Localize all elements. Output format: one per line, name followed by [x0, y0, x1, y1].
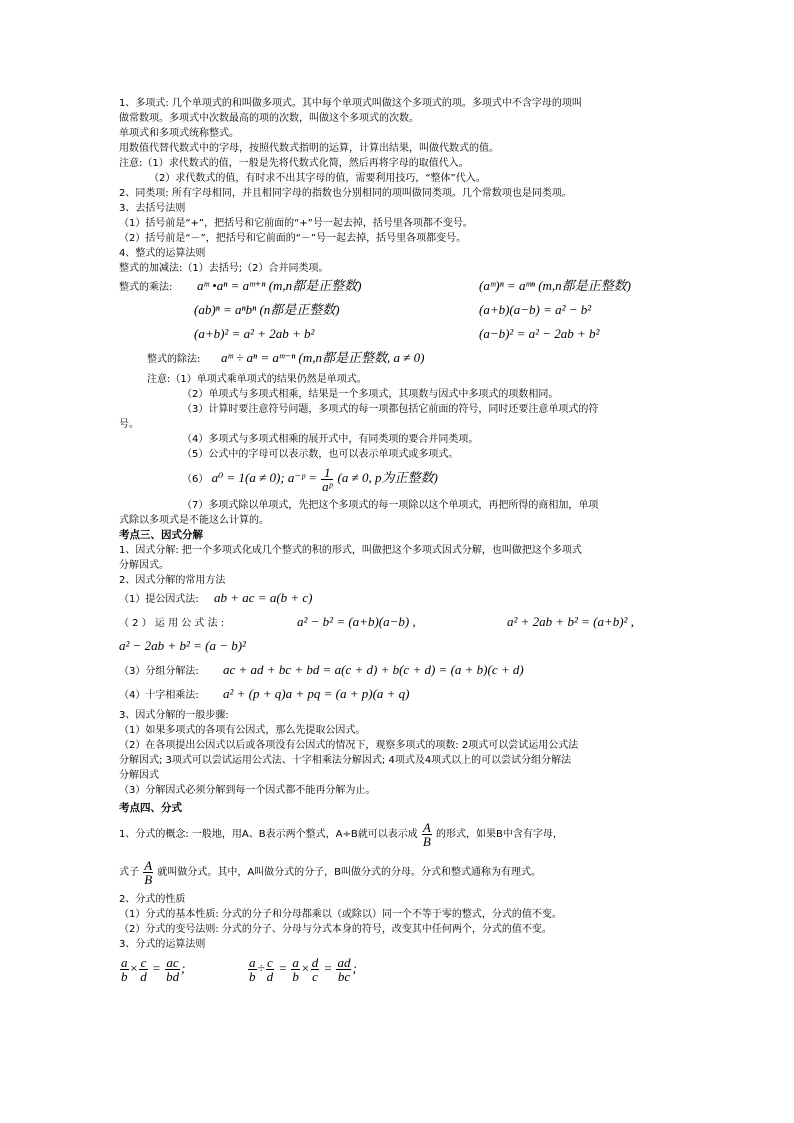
- note-line: 式除以多项式是不能这么计算的。: [119, 515, 269, 526]
- text-line: 4、整式的运算法则: [119, 248, 206, 259]
- formula: a² − 2ab + b² = (a − b)²: [119, 638, 246, 653]
- text-line: （2）括号前是“－”，把括号和它前面的“－”号一起去掉，括号里各项都变号。: [119, 233, 467, 244]
- note-line: （3）计算时要注意符号问题，多项式的每一项都包括它前面的符号，同时还要注意单项式的符: [182, 404, 599, 415]
- text-line: 1、因式分解: 把一个多项式化成几个整式的积的形式，叫做把这个多项式因式分解，也叫做把这个多项式: [119, 545, 582, 556]
- text-line: （1）如果多项式的各项有公因式，那么先提取公因式。: [119, 725, 366, 736]
- text-line: 整式的加减法:（1）去括号;（2）合并同类项。: [119, 263, 329, 274]
- text-line: 式子 $\frac{A}{B}$ 就叫做分式。其中，A叫做分式的分子，B叫做分式的分母。分式和整式通称为有理式。: [119, 857, 542, 887]
- label: 整式的除法:: [147, 354, 201, 365]
- fraction: $\frac{A}{B}$: [144, 857, 153, 887]
- section-heading: 考点四、分式: [119, 802, 182, 814]
- formula-row: [119, 324, 679, 348]
- formula-row: （3）分组分解法: ac + ad + bc + bd = a(c + d) + b(c + d) = (a + b)(c + d): [119, 660, 679, 684]
- text-line: 3、去括号法则: [119, 203, 186, 214]
- document-page: [119, 96, 679, 992]
- text-line: （2）在各项提出公因式以后或各项没有公因式的情况下，观察多项式的项数: 2项式可以尝试运用公式法: [119, 740, 579, 751]
- fraction: $\frac{A}{B}$: [422, 819, 431, 849]
- formula: ab + ac = a(b + c): [214, 590, 313, 605]
- text-line: 做常数项。多项式中次数最高的项的次数，叫做这个多项式的次数。: [119, 113, 419, 124]
- formula-row: （4）十字相乘法: a² + (p + q)a + pq = (a + p)(a + q): [119, 684, 679, 708]
- formula: (a+b)(a−b) = a² − b²: [479, 302, 592, 317]
- formula-row: [119, 276, 679, 300]
- formula: a² − b² = (a+b)(a−b) ,: [297, 614, 416, 629]
- note-line: 注意:（1）单项式乘单项式的结果仍然是单项式。: [147, 374, 367, 385]
- note-line: （6） a⁰ = 1(a ≠ 0); a⁻ᵖ = $\frac{1}{\text{aᵖ}}$ (a ≠ 0, p为正整数): [182, 464, 438, 494]
- formula-row: （1）提公因式法: ab + ac = a(b + c): [119, 588, 679, 612]
- text-line: 2、分式的性质: [119, 894, 186, 905]
- text-line: 分解因式。: [119, 560, 169, 571]
- text-line: 分解因式; 3项式可以尝试运用公式法、十字相乘法分解因式; 4项式及4项式以上的可以尝试分组分解法: [119, 755, 572, 766]
- formula: a² + (p + q)a + pq = (a + p)(a + q): [223, 686, 410, 701]
- text-line: （2）求代数式的值，有时求不出其字母的值，需要利用技巧，“整体”代入。: [149, 173, 486, 184]
- formula: (a ≠ 0, p为正整数): [337, 470, 438, 485]
- formula: aᵐ ÷ aⁿ = aᵐ⁻ⁿ (m,n都是正整数, a ≠ 0): [221, 350, 425, 365]
- text-line: （2）分式的变号法则: 分式的分子、分母与分式本身的符号，改变其中任何两个，分式的值不变。: [119, 924, 552, 935]
- text-line: 1、多项式: 几个单项式的和叫做多项式。其中每个单项式叫做这个多项式的项。多项式中不含字母的项叫: [119, 98, 582, 109]
- formula: $\frac{a}{b}$ × $\frac{c}{d}$ = $\frac{ac}{bd}$ ;: [121, 955, 186, 984]
- text-line: 分解因式: [119, 770, 159, 781]
- formula: (ab)ⁿ = aⁿbⁿ (n都是正整数): [194, 302, 340, 317]
- formula: $\frac{a}{b}$ ÷ $\frac{c}{d}$ = $\frac{a}{b}$ × $\frac{d}{c}$ = $\frac{ad}{bc}$ ;: [249, 955, 357, 984]
- label: 整式的乘法:: [119, 282, 173, 293]
- note-line: （7）多项式除以单项式，先把这个多项式的每一项除以这个单项式，再把所得的商相加，单项: [182, 500, 599, 511]
- fraction: $\frac{1}{\text{aᵖ}}$: [322, 464, 333, 494]
- text-line: 1、分式的概念: 一般地，用A、B表示两个整式，A÷B就可以表示成 $\frac{A}{B}$ 的形式，如果B中含有字母，: [119, 819, 563, 849]
- formula: (a+b)² = a² + 2ab + b²: [194, 326, 315, 341]
- note-line: 号。: [119, 419, 139, 430]
- note-line: （2）单项式与多项式相乘，结果是一个多项式，其项数与因式中多项式的项数相同。: [182, 389, 559, 400]
- formula: a⁰ = 1(a ≠ 0); a⁻ᵖ =: [211, 470, 317, 485]
- text-line: （3）分解因式必须分解到每一个因式都不能再分解为止。: [119, 785, 376, 796]
- formula: (aᵐ)ⁿ = aᵐⁿ (m,n都是正整数): [479, 278, 632, 293]
- formula: a² + 2ab + b² = (a+b)² ,: [507, 614, 634, 629]
- text-line: 3、分式的运算法则: [119, 939, 206, 950]
- formula-row: （ 2 ） 运 用 公 式 法 : a² − b² = (a+b)(a−b) , a² + 2ab + b² = (a+b)² ,: [119, 612, 679, 636]
- formula: aᵐ •aⁿ = aᵐ⁺ⁿ (m,n都是正整数): [197, 278, 362, 293]
- formula-row: [119, 348, 679, 372]
- formula-row: [119, 636, 679, 660]
- note-line: （4）多项式与多项式相乘的展开式中，有同类项的要合并同类项。: [182, 434, 479, 445]
- formula: (a−b)² = a² − 2ab + b²: [479, 326, 600, 341]
- text-line: 用数值代替代数式中的字母，按照代数式指明的运算，计算出结果，叫做代数式的值。: [119, 143, 499, 154]
- text-line: （1）分式的基本性质: 分式的分子和分母都乘以（或除以）同一个不等于零的整式，分式的值不变。: [119, 909, 562, 920]
- formula: ac + ad + bc + bd = a(c + d) + b(c + d) = (a + b)(c + d): [223, 662, 524, 677]
- text-line: （1）括号前是“+”，把括号和它前面的“+”号一起去掉，括号里各项都不变号。: [119, 218, 473, 229]
- formula-row: [119, 300, 679, 324]
- text-line: 2、同类项: 所有字母相同，并且相同字母的指数也分别相同的项叫做同类项。几个常数项也是同类项。: [119, 188, 572, 199]
- text-line: 2、因式分解的常用方法: [119, 575, 226, 586]
- text-line: 单项式和多项式统称整式。: [119, 128, 239, 139]
- formula-row: [119, 952, 679, 992]
- section-heading: 考点三、因式分解: [119, 529, 203, 541]
- text-line: 3、因式分解的一般步骤:: [119, 710, 229, 721]
- note-line: （5）公式中的字母可以表示数，也可以表示单项式或多项式。: [182, 449, 459, 460]
- text-line: 注意:（1）求代数式的值，一般是先将代数式化简，然后再将字母的取值代入。: [119, 158, 469, 169]
